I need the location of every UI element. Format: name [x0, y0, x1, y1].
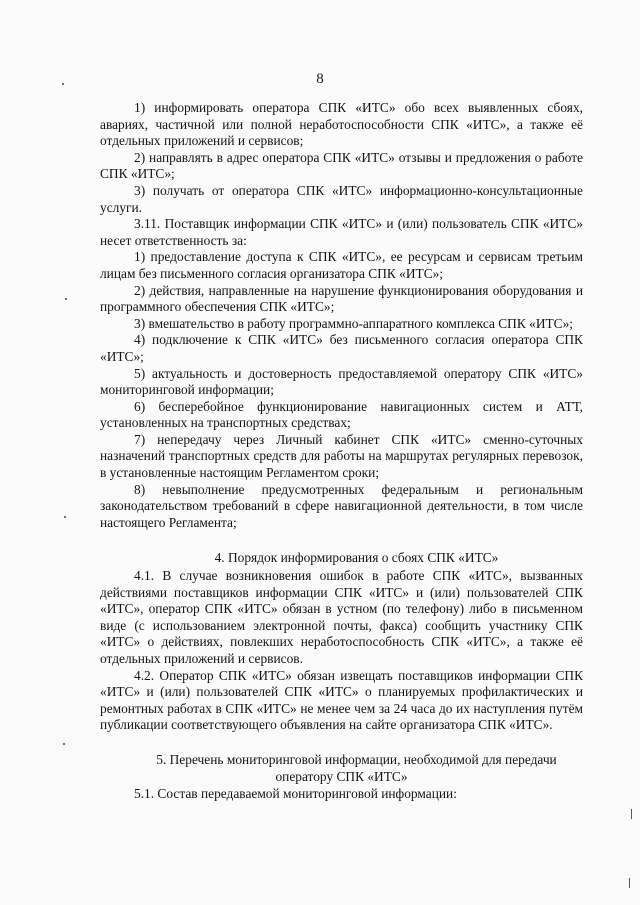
- paragraph: 3.11. Поставщик информации СПК «ИТС» и (или) пользователь СПК «ИТС» несет ответственность за:: [100, 216, 583, 248]
- paragraph: 5.1. Состав передаваемой мониторинговой информации:: [134, 786, 457, 802]
- document-text: [100, 100, 583, 803]
- paragraph: 6) бесперебойное функционирование навигационных систем и АТТ, установленных на транспортных средствах;: [100, 398, 583, 431]
- paragraph: 5) актуальность и достоверность предоставляемой оператору СПК «ИТС» мониторинговой информации;: [100, 365, 583, 398]
- paragraph: 2) направлять в адрес оператора СПК «ИТС» отзывы и предложения о работе СПК «ИТС»;: [100, 149, 583, 182]
- scan-speck: [63, 743, 65, 745]
- scan-edge-mark: [629, 878, 630, 888]
- paragraph: 2) действия, направленные на нарушение функционирования оборудования и программного обеспечения СПК «ИТС»;: [100, 282, 583, 315]
- section-5-heading-line1: 5. Перечень мониторинговой информации, необходимой для передачи: [156, 751, 557, 767]
- scan-edge-mark: [631, 809, 632, 819]
- paragraph: 8) невыполнение предусмотренных федеральным и региональным законодательством требований в сфере навигационной деятельности, в том числе настоящего Регламента;: [100, 481, 583, 530]
- paragraph: 7) непередачу через Личный кабинет СПК «ИТС» сменно-суточных назначений транспортных средств для работы на маршрутах регулярных перевозок, в установленные настоящим Регламентом сроки;: [100, 431, 583, 481]
- section-5-heading-line2: оператору СПК «ИТС»: [275, 768, 408, 784]
- paragraph: 1) информировать оператора СПК «ИТС» обо всех выявленных сбоях, авариях, частичной или полной неработоспособности СПК «ИТС», а также её отдельных приложений и сервисов;: [100, 100, 583, 149]
- scan-speck: [65, 298, 67, 300]
- scan-speck: [62, 83, 64, 85]
- paragraph: 1) предоставление доступа к СПК «ИТС», ее ресурсам и сервисам третьим лицам без письменного согласия организатора СПК «ИТС»;: [100, 249, 583, 281]
- section-4-heading: 4. Порядок информирования о сбоях СПК «ИТС»: [214, 550, 499, 566]
- page-number: 8: [316, 71, 324, 87]
- paragraph: 3) получать от оператора СПК «ИТС» информационно-консультационные услуги.: [100, 182, 583, 215]
- paragraph: 4.1. В случае возникновения ошибок в работе СПК «ИТС», вызванных действиями поставщиков информации СПК «ИТС» и (или) пользователей СПК «ИТС», оператор СПК «ИТС» обязан в устном (по телефону) либо в письменном виде (с использованием электронной почты, факса) сообщить участнику СПК «ИТС» о действиях, повлекших неработоспособность СПК «ИТС», а также её отдельных приложений и сервисов.: [100, 568, 583, 666]
- scan-speck: [64, 516, 66, 518]
- paragraph: 4) подключение к СПК «ИТС» без письменного согласия оператора СПК «ИТС»;: [100, 332, 583, 364]
- paragraph: 3) вмешательство в работу программно-аппаратного комплекса СПК «ИТС»;: [134, 315, 574, 331]
- paragraph: 4.2. Оператор СПК «ИТС» обязан извещать поставщиков информации СПК «ИТС» и (или) пользователей СПК «ИТС» о планируемых профилактических и ремонтных работах в СПК «ИТС» не менее чем за 24 часа до их наступления путём публикации соответствующего объявления на сайте организатора СПК «ИТС».: [100, 667, 583, 733]
